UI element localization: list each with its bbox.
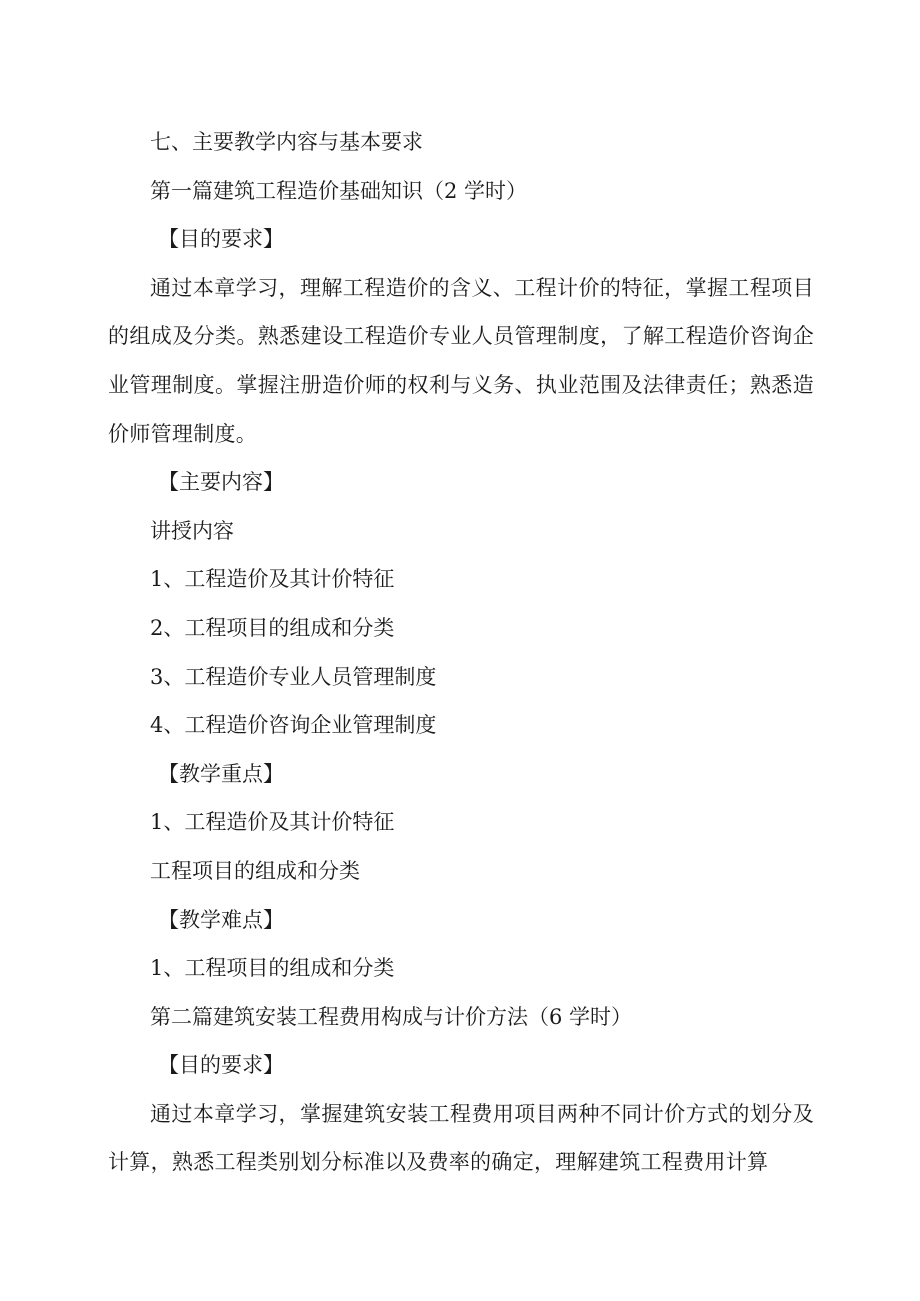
chapter-title: 第一篇建筑工程造价基础知识（2 学时） (150, 178, 528, 203)
list-item: 3、工程造价专业人员管理制度 (150, 664, 437, 689)
subsection-label: 【教学难点】 (158, 907, 284, 932)
list-item: 1、工程项目的组成和分类 (150, 956, 395, 981)
text-line: 讲授内容 (150, 518, 234, 543)
subsection-label: 【目的要求】 (158, 227, 284, 252)
list-item: 2、工程项目的组成和分类 (150, 615, 395, 640)
list-item: 1、工程造价及其计价特征 (150, 810, 395, 835)
list-item: 1、工程造价及其计价特征 (150, 567, 395, 592)
subsection-label: 【教学重点】 (158, 761, 284, 786)
chapter-title: 第二篇建筑安装工程费用构成与计价方法（6 学时） (150, 1004, 633, 1029)
section-heading: 七、主要教学内容与基本要求 (150, 130, 423, 154)
text-line: 工程项目的组成和分类 (150, 858, 360, 883)
subsection-label: 【目的要求】 (158, 1053, 284, 1078)
list-item: 4、工程造价咨询企业管理制度 (150, 713, 437, 738)
document-body (108, 118, 814, 1187)
body-paragraph: 通过本章学习，理解工程造价的含义、工程计价的特征，掌握工程项目的组成及分类。熟悉建设工程造价专业人员管理制度，了解工程造价咨询企业管理制度。掌握注册造价师的权利与义务、执业范围及法律责任；熟悉造价师管理制度。 (108, 275, 814, 446)
subsection-label: 【主要内容】 (158, 470, 284, 495)
body-paragraph: 通过本章学习，掌握建筑安装工程费用项目两种不同计价方式的划分及计算，熟悉工程类别划分标准以及费率的确定，理解建筑工程费用计算 (108, 1101, 814, 1175)
